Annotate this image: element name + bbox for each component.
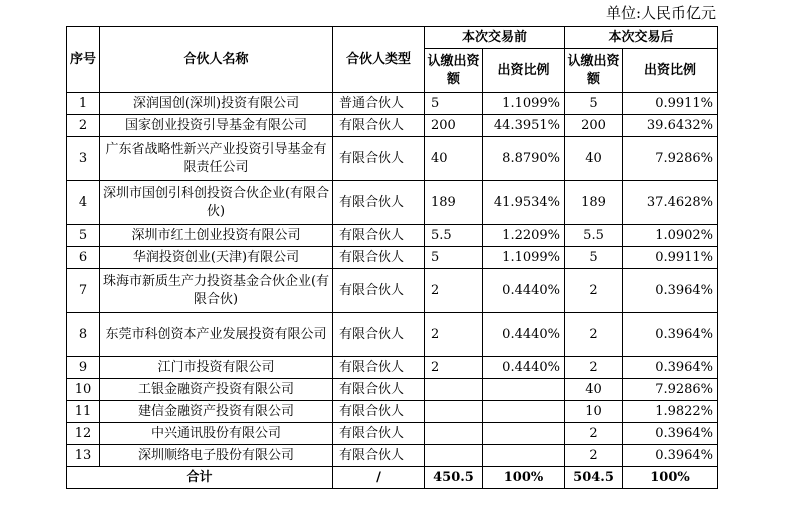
total-before-ratio: 100% — [483, 467, 565, 489]
before-subscribed-amount: 40 — [425, 137, 483, 181]
before-ratio: 1.1099% — [483, 93, 565, 115]
header-name: 合伙人名称 — [100, 27, 333, 93]
after-ratio: 0.3964% — [623, 269, 718, 313]
total-after-amount: 504.5 — [565, 467, 623, 489]
before-ratio: 0.4440% — [483, 269, 565, 313]
before-ratio: 0.4440% — [483, 313, 565, 357]
after-ratio: 0.3964% — [623, 445, 718, 467]
before-ratio — [483, 423, 565, 445]
partner-type: 有限合伙人 — [333, 137, 425, 181]
table-row — [67, 269, 718, 313]
total-before-amount: 450.5 — [425, 467, 483, 489]
after-ratio: 0.9911% — [623, 247, 718, 269]
after-ratio: 0.3964% — [623, 357, 718, 379]
before-subscribed-amount: 2 — [425, 357, 483, 379]
before-subscribed-amount: 189 — [425, 181, 483, 225]
table-row — [67, 423, 718, 445]
after-ratio: 0.3964% — [623, 423, 718, 445]
table-row — [67, 313, 718, 357]
table-row — [67, 401, 718, 423]
partner-type: 有限合伙人 — [333, 115, 425, 137]
table-row — [67, 181, 718, 225]
header-after: 本次交易后 — [565, 27, 718, 49]
partner-type: 有限合伙人 — [333, 313, 425, 357]
partner-type: 有限合伙人 — [333, 357, 425, 379]
before-subscribed-amount: 2 — [425, 313, 483, 357]
table-row — [67, 445, 718, 467]
partner-name: 国家创业投资引导基金有限公司 — [100, 115, 333, 137]
partner-name: 广东省战略性新兴产业投资引导基金有限责任公司 — [100, 137, 333, 181]
partner-name: 深圳市国创引科创投资合伙企业(有限合伙) — [100, 181, 333, 225]
row-number: 4 — [67, 181, 100, 225]
before-ratio: 1.2209% — [483, 225, 565, 247]
row-number: 3 — [67, 137, 100, 181]
row-number: 12 — [67, 423, 100, 445]
after-ratio: 1.9822% — [623, 401, 718, 423]
header-before-ratio: 出资比例 — [483, 49, 565, 93]
row-number: 7 — [67, 269, 100, 313]
after-ratio: 39.6432% — [623, 115, 718, 137]
header-seq: 序号 — [67, 27, 100, 93]
before-ratio: 0.4440% — [483, 357, 565, 379]
before-subscribed-amount — [425, 401, 483, 423]
after-ratio: 7.9286% — [623, 137, 718, 181]
before-ratio: 1.1099% — [483, 247, 565, 269]
before-ratio — [483, 445, 565, 467]
partner-name: 工银金融资产投资有限公司 — [100, 379, 333, 401]
row-number: 11 — [67, 401, 100, 423]
after-subscribed-amount: 5 — [565, 247, 623, 269]
after-subscribed-amount: 200 — [565, 115, 623, 137]
partner-type: 有限合伙人 — [333, 423, 425, 445]
before-subscribed-amount: 5 — [425, 93, 483, 115]
before-ratio — [483, 401, 565, 423]
header-after-ratio: 出资比例 — [623, 49, 718, 93]
partner-name: 深圳顺络电子股份有限公司 — [100, 445, 333, 467]
before-subscribed-amount — [425, 423, 483, 445]
total-after-ratio: 100% — [623, 467, 718, 489]
partner-type: 普通合伙人 — [333, 93, 425, 115]
table-row — [67, 115, 718, 137]
partner-type: 有限合伙人 — [333, 247, 425, 269]
partner-name: 东莞市科创资本产业发展投资有限公司 — [100, 313, 333, 357]
row-number: 8 — [67, 313, 100, 357]
after-subscribed-amount: 189 — [565, 181, 623, 225]
partner-name: 华润投资创业(天津)有限公司 — [100, 247, 333, 269]
after-ratio: 1.0902% — [623, 225, 718, 247]
before-ratio — [483, 379, 565, 401]
after-subscribed-amount: 2 — [565, 357, 623, 379]
table-row — [67, 137, 718, 181]
before-ratio: 44.3951% — [483, 115, 565, 137]
partner-table — [66, 26, 718, 489]
unit-label: 单位:人民币亿元 — [605, 4, 716, 22]
after-ratio: 0.3964% — [623, 313, 718, 357]
after-subscribed-amount: 40 — [565, 379, 623, 401]
partner-type: 有限合伙人 — [333, 379, 425, 401]
before-subscribed-amount — [425, 445, 483, 467]
row-number: 1 — [67, 93, 100, 115]
partner-name: 深润国创(深圳)投资有限公司 — [100, 93, 333, 115]
after-ratio: 37.4628% — [623, 181, 718, 225]
partner-name: 珠海市新质生产力投资基金合伙企业(有限合伙) — [100, 269, 333, 313]
before-subscribed-amount: 2 — [425, 269, 483, 313]
partner-name: 深圳市红土创业投资有限公司 — [100, 225, 333, 247]
after-subscribed-amount: 5.5 — [565, 225, 623, 247]
after-subscribed-amount: 5 — [565, 93, 623, 115]
total-type: / — [333, 467, 425, 489]
before-ratio: 8.8790% — [483, 137, 565, 181]
after-ratio: 0.9911% — [623, 93, 718, 115]
partner-name: 中兴通讯股份有限公司 — [100, 423, 333, 445]
after-subscribed-amount: 2 — [565, 423, 623, 445]
partner-type: 有限合伙人 — [333, 401, 425, 423]
row-number: 5 — [67, 225, 100, 247]
before-subscribed-amount: 200 — [425, 115, 483, 137]
header-type: 合伙人类型 — [333, 27, 425, 93]
header-before-subscribed: 认缴出资额 — [425, 49, 483, 93]
header-after-subscribed: 认缴出资额 — [565, 49, 623, 93]
after-subscribed-amount: 40 — [565, 137, 623, 181]
row-number: 2 — [67, 115, 100, 137]
partner-name: 江门市投资有限公司 — [100, 357, 333, 379]
after-subscribed-amount: 10 — [565, 401, 623, 423]
partner-type: 有限合伙人 — [333, 445, 425, 467]
before-ratio: 41.9534% — [483, 181, 565, 225]
after-subscribed-amount: 2 — [565, 269, 623, 313]
row-number: 9 — [67, 357, 100, 379]
partner-type: 有限合伙人 — [333, 181, 425, 225]
row-number: 6 — [67, 247, 100, 269]
before-subscribed-amount: 5 — [425, 247, 483, 269]
table-row — [67, 357, 718, 379]
table-row — [67, 379, 718, 401]
header-before: 本次交易前 — [425, 27, 565, 49]
after-ratio: 7.9286% — [623, 379, 718, 401]
table-row — [67, 247, 718, 269]
total-label: 合计 — [67, 467, 333, 489]
before-subscribed-amount — [425, 379, 483, 401]
after-subscribed-amount: 2 — [565, 445, 623, 467]
before-subscribed-amount: 5.5 — [425, 225, 483, 247]
after-subscribed-amount: 2 — [565, 313, 623, 357]
partner-name: 建信金融资产投资有限公司 — [100, 401, 333, 423]
table-row — [67, 225, 718, 247]
row-number: 10 — [67, 379, 100, 401]
partner-type: 有限合伙人 — [333, 269, 425, 313]
partner-type: 有限合伙人 — [333, 225, 425, 247]
row-number: 13 — [67, 445, 100, 467]
table-row — [67, 93, 718, 115]
